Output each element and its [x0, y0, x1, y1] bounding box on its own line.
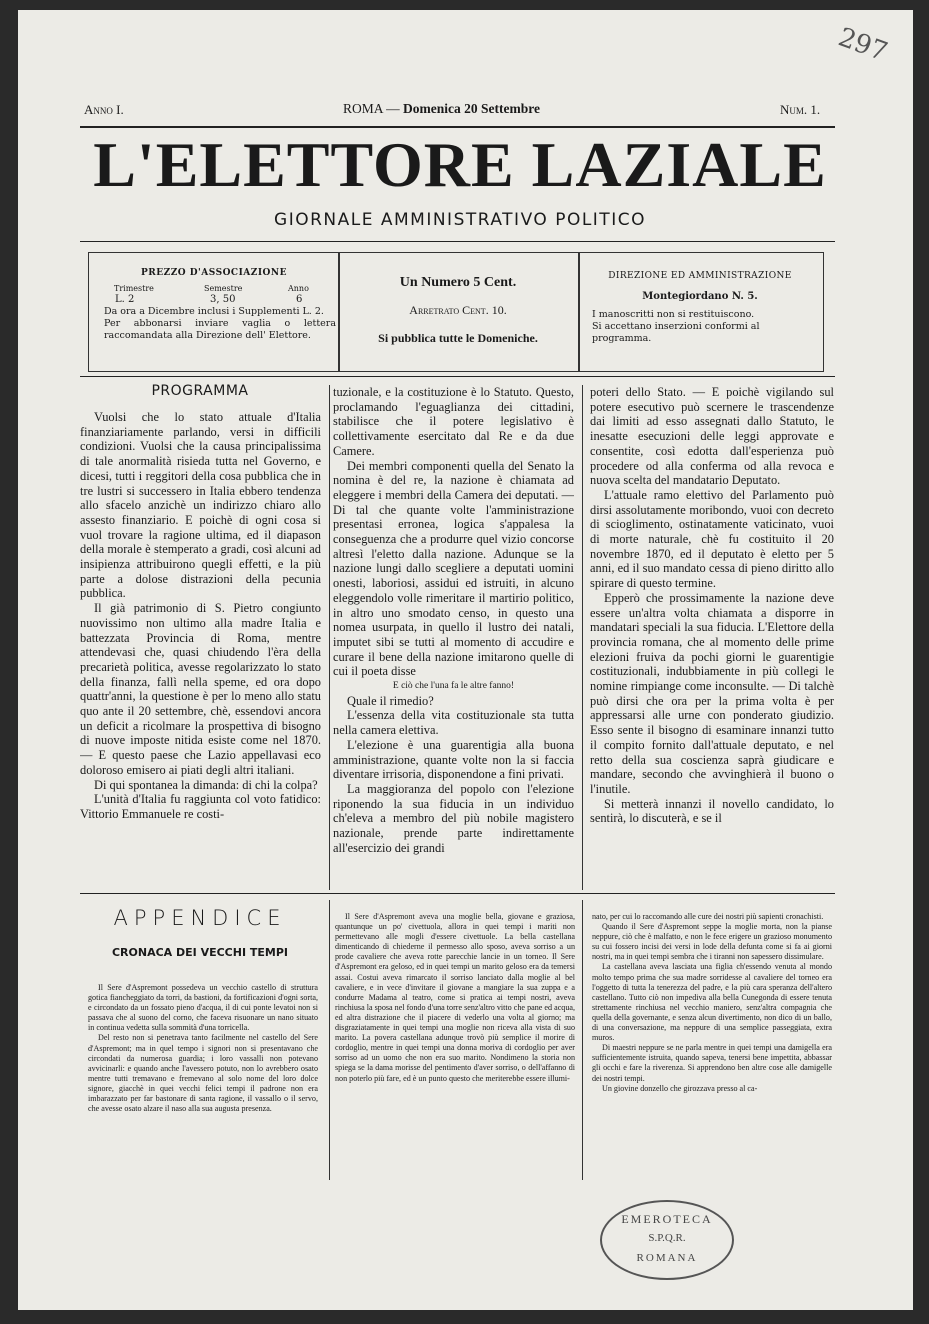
- direction-note-1: I manoscritti non si restituiscono.: [592, 309, 755, 320]
- appendice-subheading: CRONACA DEI VECCHI TEMPI: [111, 946, 289, 959]
- paragraph: La maggioranza del popolo con l'elezione riponendo la sua fiducia in un individuo ch'eleva a membro del più nobile magistero nazionale, prende parte indirettamente all'esercizio dei grandi: [333, 781, 574, 855]
- column-divider-2: [582, 385, 583, 890]
- year-label: Anno I.: [84, 102, 124, 117]
- paragraph: Quando il Sere d'Aspremont seppe la moglie morta, non la pianse neppure, ciò che è malfatto, e non le fece erigere un grazioso monumento su cui fossero incisi dei versi in lode della defunta come si fa ai giorni nostri, ma in quei tempi sembra che i tiranni non sapessero dissimulare.: [592, 922, 832, 962]
- paragraph: Epperò che prossimamente la nazione deve essere un'altra volta chiamata a disporre in mandatari speciali la sua fiducia. L'Elettore della provincia romana, che al momento delle prime elezioni fruiva da pochi giorni le guarentigie costituzionali, indubbiamente in più collegi le nomine rimpiange come inconsulte. — Di talchè può dirsi che ora per la prima volta è per appressarsi alle urne con ponderato giudizio. Esso sente il bisogno di esaminare innanzi tutto il compito fornito dall'attuale deputato, e nel retto della sua coscienza saprà giudicare e mandare, secondo che avvinghierà il buono o l'inutile.: [590, 590, 834, 796]
- paragraph: nato, per cui lo raccomando alle cure dei nostri più sapienti cronachisti.: [592, 912, 824, 921]
- paragraph: Quale il rimedio?: [347, 693, 434, 708]
- programma-heading: PROGRAMMA: [151, 383, 249, 399]
- programma-column-2: [333, 385, 574, 890]
- newspaper-title: L'ELETTORE LAZIALE: [93, 129, 827, 200]
- paragraph: Vuolsi che lo stato attuale d'Italia finanziariamente parlando, versi in difficili condizioni. Vuolsi che la causa principalissima di tale anormalità risieda tutta nel Governo, e dicesi, tutti i reggitori della cosa pubblica che in tre lustri si successero in Italia ebbero tendenza allo sfacelo anzichè un indirizzo chiaro allo assesto finanziario. E poichè di ogni cosa si vuol trovare la ragione ultima, ed il diapason della morale è stemperato a gradi, così alcuni ad insipienza attribuirono quegli effetti, e la più parte a dolose distrazioni della pecunia pubblica.: [80, 410, 321, 601]
- direction-heading: DIREZIONE ED AMMINISTRAZIONE: [608, 271, 792, 281]
- title-rule: [80, 241, 835, 242]
- dateline: [343, 101, 540, 117]
- handwritten-page-number: 297: [834, 22, 892, 68]
- paragraph: Di maestri neppure se ne parla mentre in quei tempi una damigella era sufficientemente istruita, quando sapeva, tenersi bene impettita, abbassar gli occhi e fare la riverenza. Si apprendono ben altre cose alle damigelle dei nostri tempi.: [592, 1043, 832, 1083]
- subscription-note-2: Per abbonarsi inviare vaglia o lettera raccomandata alla Direzione dell' Elettore.: [104, 318, 336, 341]
- price-trimestre: L. 2: [115, 294, 135, 305]
- paragraph: Il Sere d'Aspremont aveva una moglie bella, giovane e graziosa, quantunque un po' civettuola, allora in quei tempi i mariti non permettevano alle mogli d'essere civettuole. La bella castellana dimenticando di chiederne il permesso allo sposo, aveva sorriso a un prode cavaliere che aveva rotte parecchie lancie in un torneo. Il Sere d'Aspremont era geloso, ed in quei tempi un marito geloso era da temersi assai. Costui aveva rimarcato il sorriso lanciato dalla moglie al bel cavaliere, e in vece d'invitare il giovane a mangiare la sua zuppa e a condurre Madama al teatro, come si pratica ai tempi nostri, aveva rinchiusa la sposa nel fondo d'una torre senz'altro vitto che pane ed acqua, ed altra distrazione che il piacere di vederlo una volta al giorno; ma disgraziatamente in quei tempi una moglie non riceva alla vista di suo marito. La povera castellana adunque trovò più semplice il morire di cordoglio, mentre in quei tempi una donna moriva di cordoglio per aver sorriso ad un uomo che non era suo marito. Nondimeno la storia non spiega se la dama morisse del pentimento d'aver sorriso, o dell'affanno di non poterlo più fare, ed è un punto questo che meriterebbe essere illumi-: [335, 912, 575, 1083]
- newspaper-subtitle: GIORNALE AMMINISTRATIVO POLITICO: [274, 210, 646, 230]
- paragraph: Dei membri componenti quella del Senato la nomina è del re, la nazione è chiamata ad eleggere i membri della Camera dei deputati. — Di tal che quante volte l'amministrazione presentasi erronea, logica s'appalesa la conseguenza che a produrre quel vizio concorse altresì l'eletto dalla nazione. Adunque se la nazione lungi dallo scegliere a deputati uomini onesti, laboriosi, assidui ed istruiti, in alcuno eleggendolo volle rimeritare il martirio politico, in altro uno smodato censo, in questo una nomea usurpata, in quello il lustro dei natali, imputet sibi se tutti al momento di accudire e curare il bene della nazione imitarono quelle di cui il poeta disse: [333, 458, 574, 679]
- paragraph: L'unità d'Italia fu raggiunta col voto fatidico: Vittorio Emmanuele re costi-: [80, 792, 321, 821]
- period-anno: Anno: [288, 284, 309, 293]
- appendice-divider-1: [329, 900, 330, 1180]
- appendice-column-3: [592, 912, 832, 1174]
- paragraph: La castellana aveva lasciata una figlia ch'essendo venuta al mondo molto tempo prima che sua madre sorridesse al cavaliere del torneo era l'oggetto di tutta la tenerezza del padre, e la più cara speranza dell'altero castellano. Tutto ciò non impediva alla bella Cunegonda di essere tenuta strettamente rinchiusa nel vecchio maniero, senz'altra compagnia che quella della governante, e senza alcun divertimento, non dico di un ballo, di una conversazione, ma neppure di una semplice passeggiata, extra muros.: [592, 962, 832, 1043]
- publication-frequency: Si pubblica tutte le Domeniche.: [378, 331, 538, 345]
- subscription-heading: PREZZO D'ASSOCIAZIONE: [141, 268, 287, 278]
- boxes-rule: [80, 376, 835, 377]
- programma-column-1: [80, 410, 321, 885]
- paragraph: L'attuale ramo elettivo del Parlamento può dirsi assolutamente moribondo, vuoi con decreto di scioglimento, ostinatamente vaticinato, vuoi di morte naturale, chè fu costituito il 20 novembre 1870, ed il deputato è eletto per 5 anni, ed il suo mandato cessa di pieno diritto allo spirare di questo termine.: [590, 487, 834, 591]
- appendice-heading: APPENDICE: [113, 906, 287, 930]
- verse-quote: E ciò che l'una fa le altre fanno!: [392, 681, 515, 692]
- appendice-column-2: [335, 912, 575, 1174]
- programma-column-3: [590, 385, 834, 890]
- paragraph: Di qui spontanea la dimanda: di chi la colpa?: [94, 777, 318, 792]
- paragraph: tuzionale, e la costituzione è lo Statuto. Questo, proclamando l'eguaglianza dei cittadini, stabilisce che il potere legislativo è collettivamente esercitato dal Re e da due Camere.: [333, 385, 574, 458]
- column-divider-1: [329, 385, 330, 890]
- dateline-city: ROMA —: [343, 101, 400, 116]
- period-trimestre: Trimestre: [114, 284, 154, 293]
- back-issue-price: Arretrato Cent. 10.: [409, 303, 507, 317]
- appendice-rule: [80, 893, 835, 894]
- appendice-divider-2: [582, 900, 583, 1180]
- stamp-line-2: S.P.Q.R.: [648, 1232, 686, 1244]
- appendice-column-1: [88, 983, 318, 1173]
- single-copy-price: Un Numero 5 Cent.: [399, 275, 517, 290]
- issue-number: Num. 1.: [780, 102, 821, 117]
- paragraph: Un giovine donzello che girozzava presso al ca-: [602, 1083, 758, 1093]
- library-stamp: [600, 1200, 734, 1280]
- stamp-line-3: ROMANA: [636, 1252, 698, 1264]
- subscription-note-1: Da ora a Dicembre inclusi i Supplementi L. 2.: [104, 306, 324, 317]
- paragraph: poteri dello Stato. — E poichè vigilando sul potere esecutivo può scernere le trascendenze dai limiti ad esso assegnati dallo Statuto, le inesatte esecuzioni delle leggi approvate e consentite, così edotta dall'esperienza può procedere od alla conferma od alla revoca e nuova scelta del mandatario Deputato.: [590, 385, 834, 488]
- stamp-line-1: EMEROTECA: [621, 1212, 713, 1226]
- price-semestre: 3, 50: [210, 294, 236, 305]
- paragraph: Del resto non si penetrava tanto facilmente nel castello del Sere d'Aspremont; ma in quel tempo i signori non si presentavano che circondati da numerosa guardia; i loro vassalli non potevano avvicinarli: e quando anche l'avessero potuto, non lo avrebbero osato mentre tutti tremavano e fremevano al solo nome del loro dolce signore, giacchè in quei vecchi felici tempi il padrone non era imbarazzato per far bastonare di santa ragione, il vassallo o il servo, che avesse osato alzare il naso alla sua augusta presenza.: [88, 1033, 318, 1114]
- paragraph: L'essenza della vita costituzionale sta tutta nella camera elettiva.: [333, 708, 574, 738]
- direction-address: Montegiordano N. 5.: [642, 291, 758, 302]
- direction-note-2: Si accettano inserzioni conformi al programma.: [592, 321, 760, 344]
- paragraph: Si metterà innanzi il novello candidato, lo sentirà, lo discuterà, e se il: [590, 796, 834, 826]
- paragraph: L'elezione è una guarentigia alla buona amministrazione, quante volte non la si faccia diventare irrisoria, disponendone a fini privati.: [333, 737, 574, 782]
- period-semestre: Semestre: [204, 284, 243, 293]
- header-rule: [80, 126, 835, 128]
- price-anno: 6: [296, 294, 303, 305]
- paragraph: Il già patrimonio di S. Pietro congiunto nuovissimo non ultimo alla madre Italia e battezzata Provincia di Roma, mentre attendevasi che, quasi chiudendo l'èra della precarietà politica, avesse regolarizzato lo stato della finanza, fallì nella speme, ed ora dopo quattr'anni, la questione è per lo meno allo statu quo ante il 20 settembre, chè, essendovi ancora un deficit a ricolmare la prospettiva di bisogno di nuove imposte nitida esiste come nel 1870. — E questo paese che Lazio appellavasi eco doloroso emisero ai piati degli altri italiani.: [80, 601, 321, 777]
- paragraph: Il Sere d'Aspremont possedeva un vecchio castello di struttura gotica fiancheggiato da torri, da bastioni, da fortificazioni d'ogni sorta, e circondato da un fossato pieno d'acqua, il di cui ponte levatoi non si passava che al suono del corno, che faceva risuonare un nano situato in continua vedetta sulla sommità d'una torricella.: [88, 983, 318, 1033]
- dateline-date: Domenica 20 Settembre: [403, 101, 540, 116]
